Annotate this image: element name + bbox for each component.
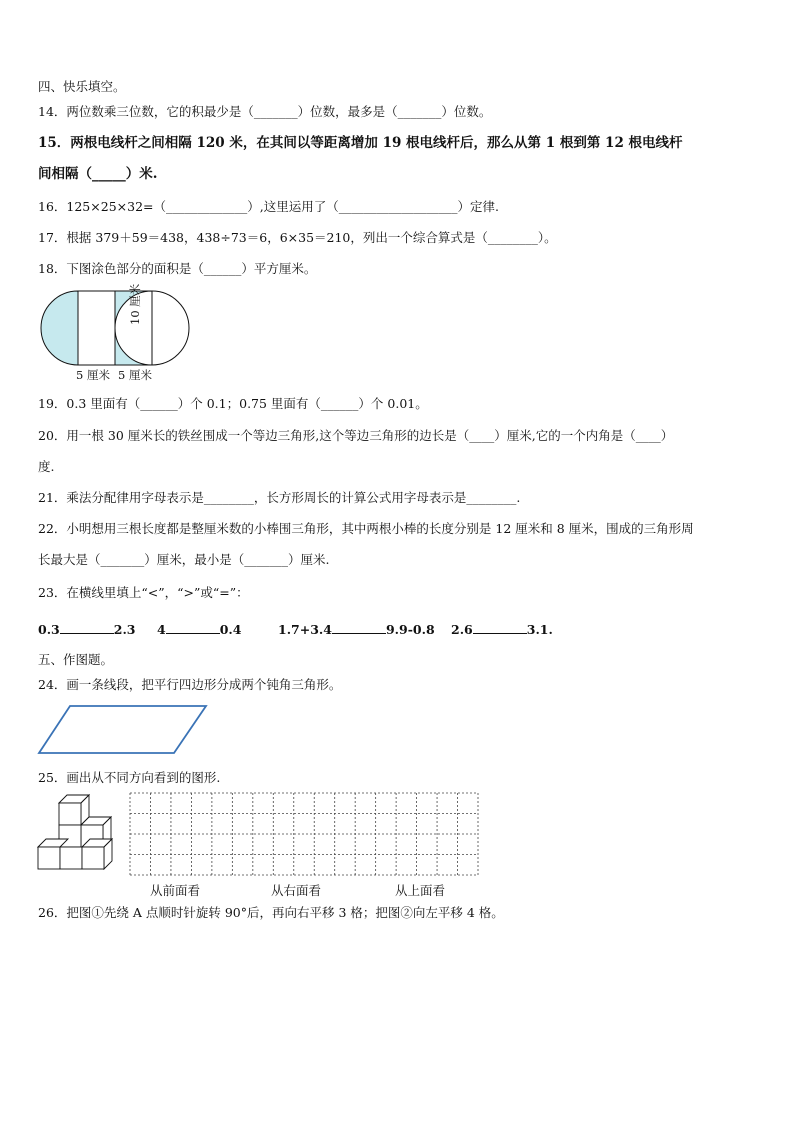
question-19: 19．0.3 里面有（______）个 0.1；0.75 里面有（______）个 0.01。: [38, 396, 428, 411]
question-21: 21．乘法分配律用字母表示是________，长方形周长的计算公式用字母表示是________.: [38, 490, 521, 505]
label-height: 10 厘米: [128, 283, 142, 325]
compare-item-4: 2.6 3.1.: [451, 622, 553, 637]
section-title-drawing: 五、作图题。: [38, 652, 114, 667]
question-17: 17．根据 379＋59＝438，438÷73＝6，6×35＝210，列出一个综合算式是（________）。: [38, 230, 557, 245]
label-width-right: 5 厘米: [118, 368, 152, 382]
question-20-line2: 度.: [38, 459, 55, 474]
shaded-area-figure: [38, 288, 178, 370]
parallelogram: [38, 705, 210, 755]
question-22-line2: 长最大是（_______）厘米，最小是（_______）厘米.: [38, 552, 330, 567]
question-15-line1: 15．两根电线杆之间相隔 120 米，在其间以等距离增加 19 根电线杆后，那么从第 1 根到第 12 根电线杆: [38, 135, 683, 151]
cube-stack-figure: [37, 794, 115, 870]
question-16: 16．125×25×32=（_____________）,这里运用了（___________________）定律.: [38, 199, 499, 214]
question-15-line2: 间相隔（_____）米.: [38, 166, 158, 182]
question-22-line1: 22．小明想用三根长度都是整厘米数的小棒围三角形，其中两根小棒的长度分别是 12 厘米和 8 厘米，围成的三角形周: [38, 521, 694, 536]
compare-item-3: 1.7+3.4 9.9-0.8: [278, 622, 435, 637]
view-label-right: 从右面看: [271, 883, 322, 898]
question-20-line1: 20．用一根 30 厘米长的铁丝围成一个等边三角形,这个等边三角形的边长是（____）厘米,它的一个内角是（____）: [38, 428, 674, 443]
dotted-answer-grid: [129, 792, 479, 876]
view-label-top: 从上面看: [395, 883, 446, 898]
section-title-fill-blank: 四、快乐填空。: [38, 79, 126, 94]
view-label-front: 从前面看: [150, 883, 201, 898]
compare-item-2: 4 0.4: [157, 622, 242, 637]
question-25: 25．画出从不同方向看到的图形.: [38, 770, 221, 785]
question-14: 14．两位数乘三位数，它的积最少是（_______）位数，最多是（_______）位数。: [38, 104, 492, 119]
question-26: 26．把图①先绕 A 点顺时针旋转 90°后，再向右平移 3 格；把图②向左平移 4 格。: [38, 905, 504, 920]
compare-item-1: 0.3 2.3: [38, 622, 136, 637]
left-semicircle-shaded: [41, 291, 78, 365]
question-23: 23．在横线里填上“<”，“>”或“=”：: [38, 585, 249, 600]
question-24: 24．画一条线段，把平行四边形分成两个钝角三角形。: [38, 677, 342, 692]
question-18: 18．下图涂色部分的面积是（______）平方厘米。: [38, 261, 317, 276]
label-width-left: 5 厘米: [76, 368, 110, 382]
right-outer-arc: [152, 291, 189, 365]
left-square: [78, 291, 115, 365]
